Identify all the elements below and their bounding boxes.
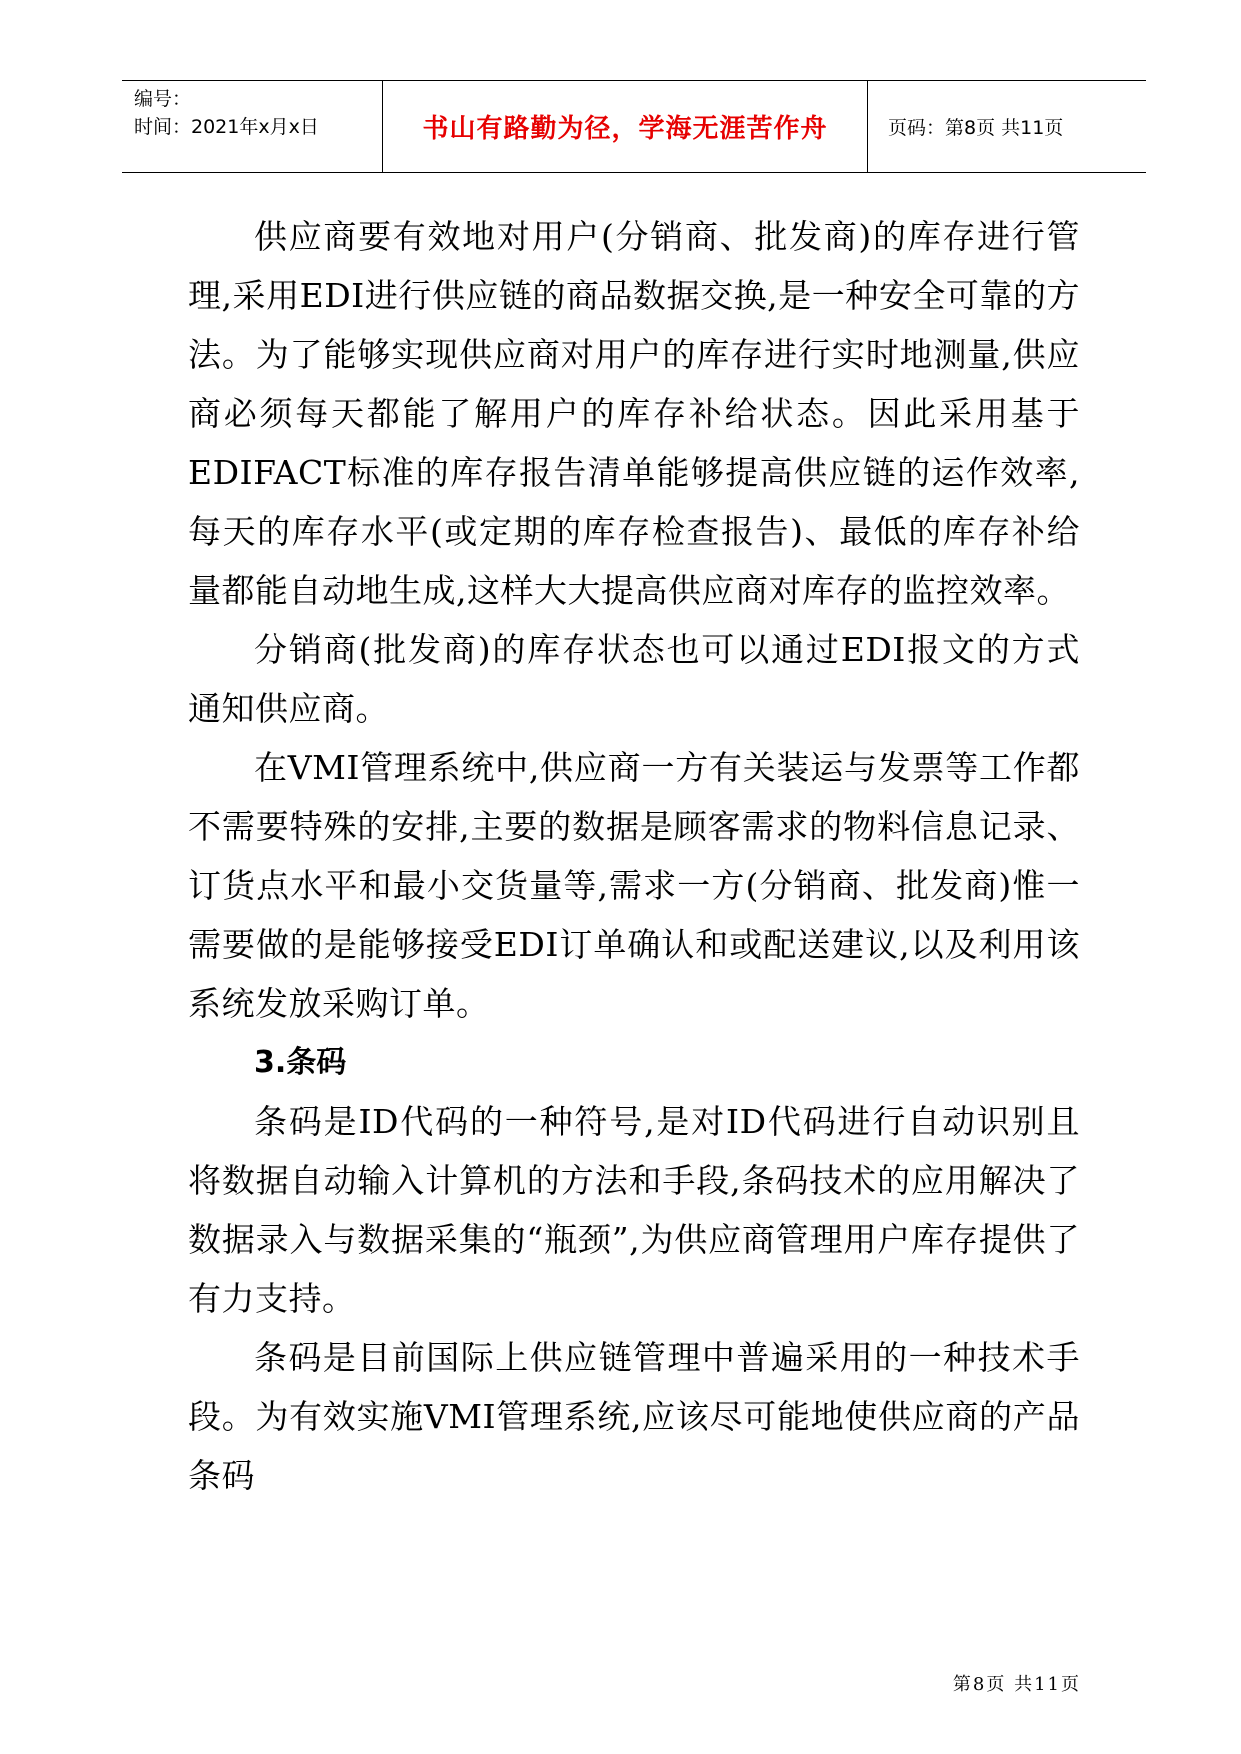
paragraph: 条码是目前国际上供应链管理中普遍采用的一种技术手段。为有效实施VMI管理系统,应该尽可能地使供应商的产品条码 bbox=[188, 1338, 1080, 1495]
paragraph: 条码是ID代码的一种符号,是对ID代码进行自动识别且将数据自动输入计算机的方法和手段,条码技术的应用解决了数据录入与数据采集的“瓶颈”,为供应商管理用户库存提供了有力支持。 bbox=[188, 1102, 1080, 1318]
page-header bbox=[122, 80, 1146, 173]
header-motto-cell bbox=[382, 81, 868, 172]
header-motto: 书山有路勤为径，学海无涯苦作舟 bbox=[422, 114, 828, 144]
paragraph: 在VMI管理系统中,供应商一方有关装运与发票等工作都不需要特殊的安排,主要的数据是顾客需求的物料信息记录、订货点水平和最小交货量等,需求一方(分销商、批发商)惟一需要做的是能够接受EDI订单确认和或配送建议,以及利用该系统发放采购订单。 bbox=[188, 748, 1080, 1023]
header-page-label: 页码：第8页 共11页 bbox=[888, 117, 1064, 139]
paragraph: 供应商要有效地对用户(分销商、批发商)的库存进行管理,采用EDI进行供应链的商品数据交换,是一种安全可靠的方法。为了能够实现供应商对用户的库存进行实时地测量,供应商必须每天都能了解用户的库存补给状态。因此采用基于EDIFACT标准的库存报告清单能够提高供应链的运作效率,每天的库存水平(或定期的库存检查报告)、最低的库存补给量都能自动地生成,这样大大提高供应商对库存的监控效率。 bbox=[188, 217, 1080, 610]
header-page-cell bbox=[868, 81, 1146, 172]
paragraph: 分销商(批发商)的库存状态也可以通过EDI报文的方式通知供应商。 bbox=[188, 630, 1080, 728]
page-footer: 第8页 共11页 bbox=[952, 1674, 1081, 1695]
time-label: 时间：2021年x月x日 bbox=[134, 116, 319, 138]
number-label: 编号： bbox=[134, 88, 192, 110]
header-meta bbox=[122, 81, 382, 172]
document-body bbox=[188, 207, 1080, 1505]
section-heading: 3.条码 bbox=[254, 1045, 347, 1080]
